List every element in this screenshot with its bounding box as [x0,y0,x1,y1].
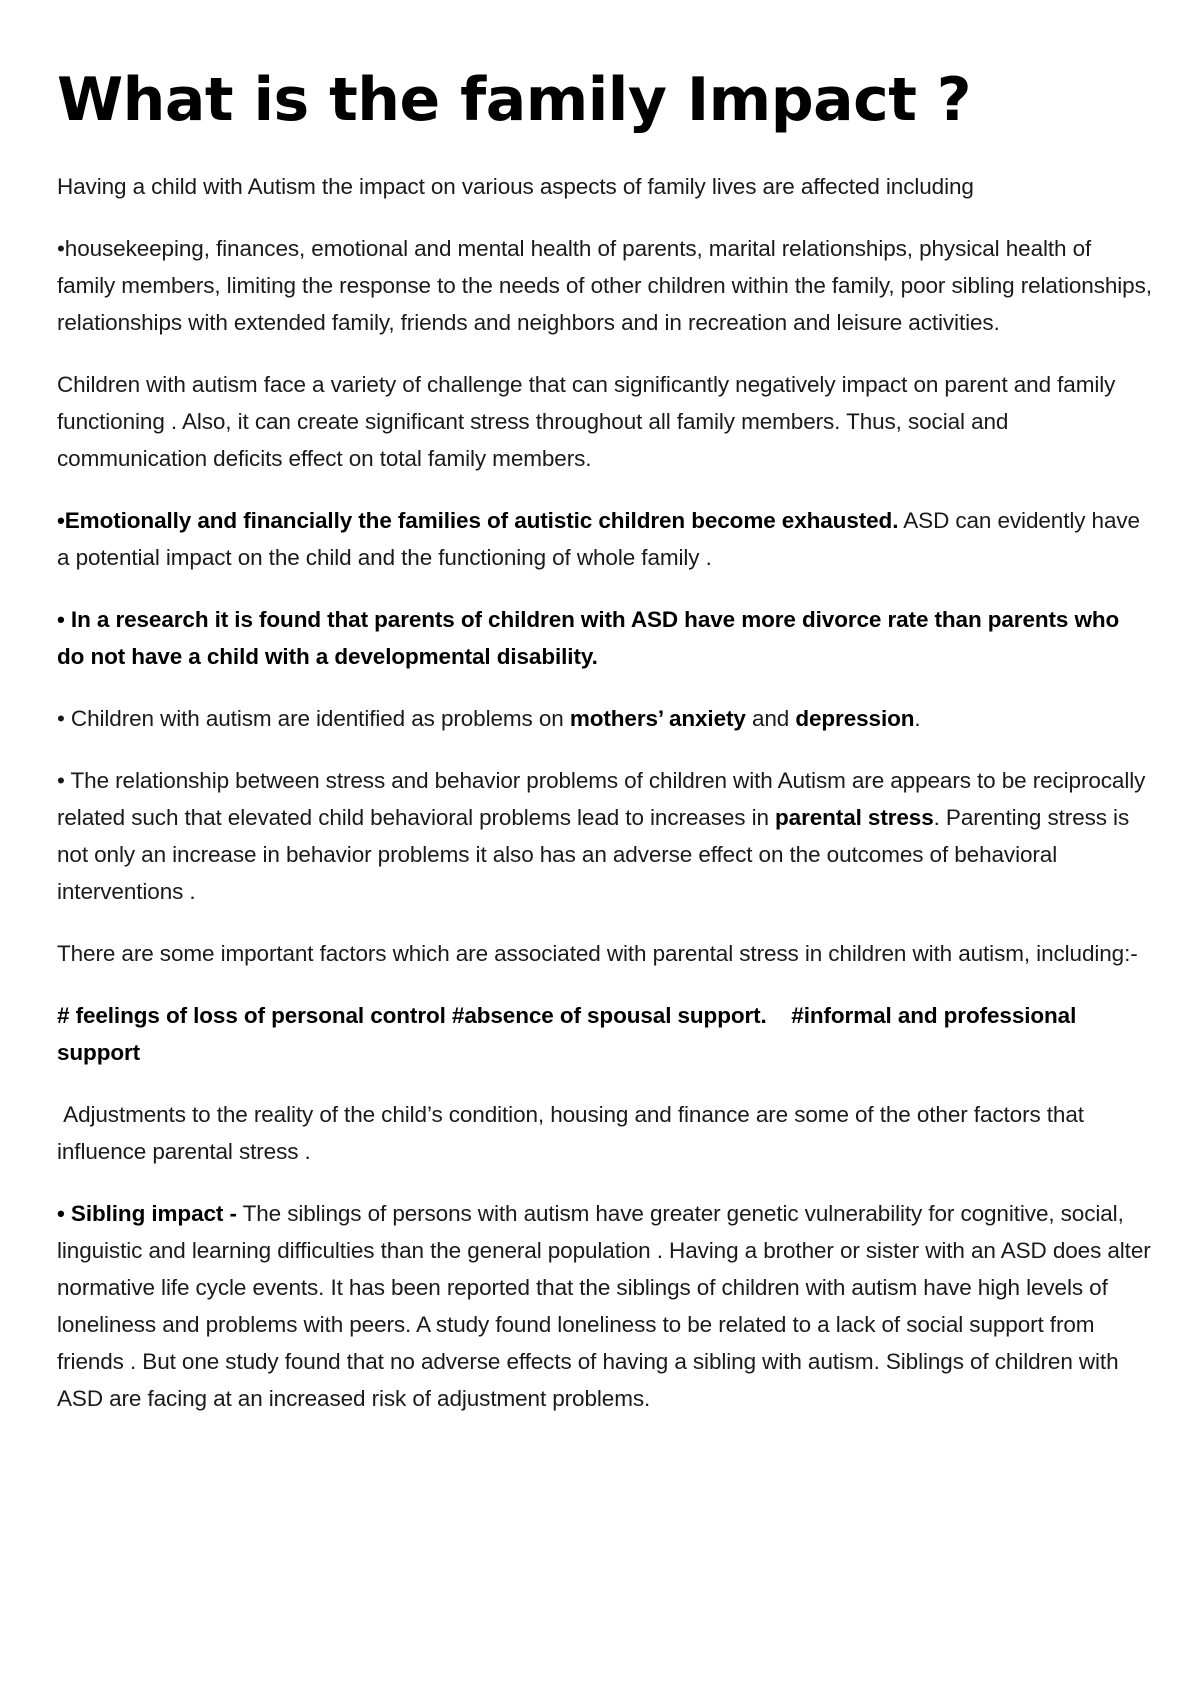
document-page [57,62,1152,1442]
stress-behavior-paragraph [57,762,1152,910]
mothers-anxiety-paragraph [57,700,1152,737]
adjustments-paragraph: Adjustments to the reality of the child’s condition, housing and finance are some of the other factors that influence parental stress . [57,1102,1091,1164]
factors-paragraph: There are some important factors which are associated with parental stress in children with autism, including:- [57,941,1138,966]
sibling-impact-text: The siblings of persons with autism have greater genetic vulnerability for cognitive, social, linguistic and learning difficulties than the general population . Having a brother or sister with an ASD does alter normative life cycle events. It has been reported that the siblings of children with autism have high levels of loneliness and problems with peers. A study found loneliness to be related to a lack of social support from friends . But one study found that no adverse effects of having a sibling with autism. Siblings of children with ASD are facing at an increased risk of adjustment problems. [57,1201,1151,1411]
factors-list-paragraph [57,997,1152,1071]
parental-stress-bold: parental stress [775,805,934,830]
mothers-text-3: . [914,706,921,731]
divorce-paragraph [57,601,1152,675]
depression-bold: depression [795,706,915,731]
challenges-paragraph: Children with autism face a variety of challenge that can significantly negatively impact on parent and family functioning . Also, it can create significant stress throughout all family members. Thus, social and communication deficits effect on total family members. [57,372,1116,471]
mothers-text-2: and [745,706,796,731]
factors-list-bold: # feelings of loss of personal control #absence of spousal support. #informal and professional support [57,1003,1083,1065]
stress-text-1: • The relationship between stress and behavior problems of children with Autism are appears to be reciprocally related such that elevated child behavioral problems lead to increases in [57,768,1146,830]
page-title: What is the family Impact ? [57,65,972,135]
mothers-text-1: • Children with autism are identified as problems on [57,706,570,731]
exhaustion-text: ASD can evidently have a potential impact on the child and the functioning of whole family . [57,508,1140,570]
stress-text-2: . Parenting stress is not only an increase in behavior problems it also has an adverse effect on the outcomes of behavioral interventions . [57,805,1130,904]
exhaustion-bold: •Emotionally and financially the families of autistic children become exhausted. [57,508,899,533]
sibling-impact-bold: • Sibling impact - [57,1201,237,1226]
intro-paragraph: Having a child with Autism the impact on various aspects of family lives are affected including [57,174,974,199]
divorce-bold: • In a research it is found that parents of children with ASD have more divorce rate than parents who do not have a child with a developmental disability. [57,607,1120,669]
impact-areas-paragraph: •housekeeping, finances, emotional and mental health of parents, marital relationships, physical health of family members, limiting the response to the needs of other children within the family, poor sibling relationships, relationships with extended family, friends and neighbors and in recreation and leisure activities. [57,236,1152,335]
sibling-impact-paragraph [57,1195,1152,1417]
mothers-anxiety-bold: mothers’ anxiety [569,706,746,731]
exhaustion-paragraph [57,502,1152,576]
